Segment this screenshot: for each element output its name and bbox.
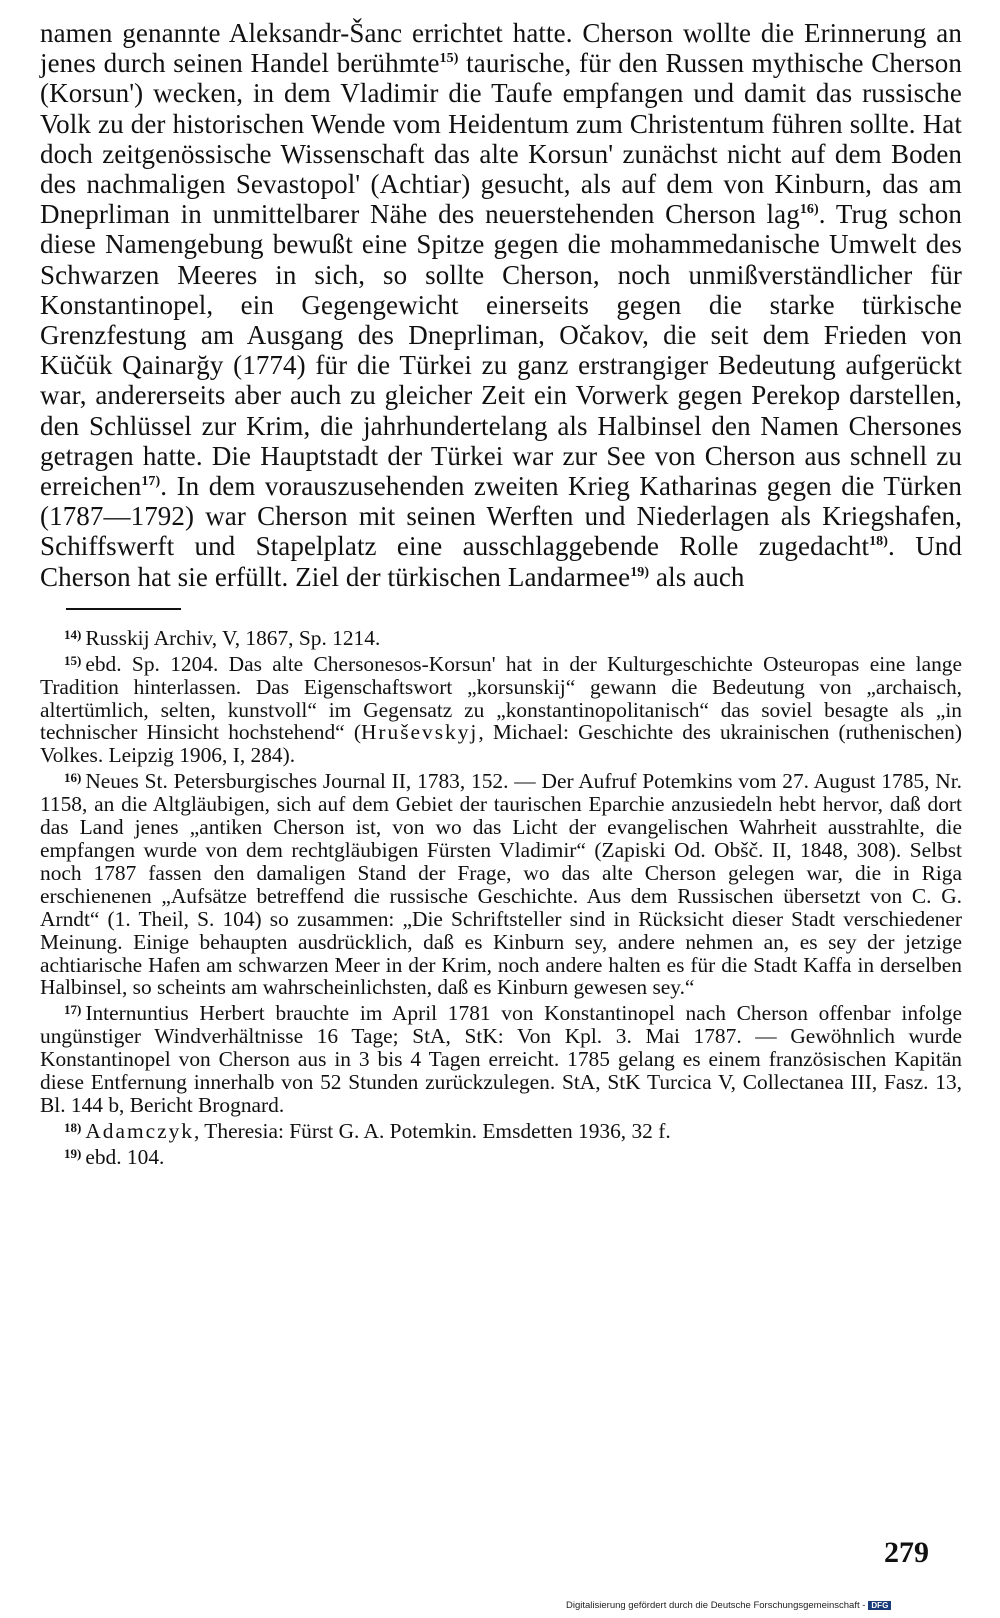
footnote-ref-18[interactable]: 18) — [869, 534, 889, 550]
author-name: Hruševskyj — [360, 720, 479, 745]
footnote-ref-19[interactable]: 19) — [630, 564, 650, 580]
footnote-marker: 17) — [64, 1002, 82, 1018]
footnote-marker: 16) — [64, 770, 82, 786]
footnotes — [40, 624, 962, 1169]
digitization-credit — [566, 1600, 891, 1611]
footnote-text: , Theresia: Fürst G. A. Potemkin. Emsdetten 1936, 32 f. — [194, 1118, 671, 1143]
footnote-marker: 19) — [64, 1145, 82, 1161]
footnote-16 — [40, 767, 962, 999]
footnote-ref-17[interactable]: 17) — [141, 474, 161, 490]
footnote-marker: 14) — [64, 626, 82, 642]
text-segment: . Und Cherson hat sie erfüllt. Ziel der türkischen Landarmee — [40, 531, 962, 592]
text-segment: taurische, für den Russen mythische Cherson (Korsun') wecken, in dem Vladimir die Taufe empfangen und damit das russische Volk zu der historischen Wende vom Heidentum zum Christentum führen sollte. Hat doch zeitgenössische Wissenschaft das alte Korsun' zunächst nicht auf dem Boden des nachmaligen Sevastopol' (Achtiar) gesucht, als auf dem von Kinburn, das am Dneprliman in unmittelbarer Nähe des neuerstehenden Cherson lag — [40, 48, 962, 230]
text-segment: . In dem vorauszusehenden zweiten Krieg Katharinas gegen die Türken (1787—1792) war Cherson mit seinen Werften und Niederlagen als Kriegshafen, Schiffswerft und Stapelplatz eine ausschlaggebende Rolle zugedacht — [40, 471, 962, 562]
footnote-18 — [40, 1117, 962, 1143]
body-paragraph — [40, 18, 962, 592]
text-segment: namen genannte Aleksandr-Šanc errichtet hatte. Cherson wollte die Erinnerung an jenes durch seinen Handel berühmte — [40, 18, 962, 79]
author-name: Adamczyk — [85, 1118, 194, 1143]
footnote-text: Russkij Archiv, V, 1867, Sp. 1214. — [85, 625, 381, 650]
credit-text: Digitalisierung gefördert durch die Deutsche Forschungsgemeinschaft - — [566, 1600, 866, 1611]
footnote-19 — [40, 1143, 962, 1169]
text-segment: als auch — [649, 561, 745, 592]
footnote-15 — [40, 650, 962, 768]
footnote-text: , Michael: Geschichte des ukrainischen (ruthenischen) Volkes. Leipzig 1906, I, 284). — [40, 720, 962, 768]
text-segment: . Trug schon diese Namengebung bewußt eine Spitze gegen die mohammedanische Umwelt des Schwarzen Meeres in sich, so sollte Cherson, noch unmißverständlicher für Konstantinopel, ein Gegengewicht einerseits gegen die starke türkische Grenzfestung am Ausgang des Dneprliman, Očakov, die seit dem Frieden von Küčük Qainarğy (1774) für die Türkei zu ganz erstrangiger Bedeutung aufgerückt war, andererseits aber auch zu gleicher Zeit ein Vorwerk gegen Perekop darstellen, den Schlüssel zur Krim, die jahrhundertelang als Halbinsel den Namen Chersones getragen hatte. Die Hauptstadt der Türkei war zur See von Cherson aus schnell zu erreichen — [40, 199, 962, 502]
page-number: 279 — [884, 1536, 929, 1569]
page — [40, 18, 962, 1169]
footnote-text: ebd. Sp. 1204. Das alte Chersonesos-Korsun' hat in der Kulturgeschichte Osteuropas eine lange Tradition hinterlassen. Das Eigenschaftswort „korsunskij“ gewann die Bedeutung von „archaisch, altertümlich, selten, kunstvoll“ im Gegensatz zu „konstantinopolitanisch“ das soviel besagte als „in technischer Hinsicht hochstehend“ ( — [40, 651, 962, 745]
dfg-logo: DFG — [868, 1601, 891, 1610]
footnote-17 — [40, 999, 962, 1117]
footnote-text: ebd. 104. — [85, 1144, 165, 1169]
main-text — [40, 18, 962, 592]
footnote-ref-16[interactable]: 16) — [799, 202, 819, 218]
footnote-marker: 15) — [64, 652, 82, 668]
footnote-text: Internuntius Herbert brauchte im April 1781 von Konstantinopel nach Cherson offenbar infolge ungünstiger Windverhältnisse 16 Tage; StA, StK: Von Kpl. 3. Mai 1787. — Gewöhnlich wurde Konstantinopel von Cherson aus in 3 bis 4 Tagen erreicht. 1785 gelang es einem französischen Kapitän diese Entfernung innerhalb von 52 Stunden zurückzulegen. StA, StK Turcica V, Collectanea III, Fasz. 13, Bl. 144 b, Bericht Brognard. — [40, 1001, 962, 1117]
footnote-divider — [66, 608, 181, 610]
footnote-ref-15[interactable]: 15) — [439, 51, 459, 67]
footnote-14 — [40, 624, 962, 650]
footnote-marker: 18) — [64, 1119, 82, 1135]
footnote-text: Neues St. Petersburgisches Journal II, 1783, 152. — Der Aufruf Potemkins vom 27. August 1785, Nr. 1158, an die Altgläubigen, sich auf dem Gebiet der taurischen Eparchie anzusiedeln hebt hervor, daß dort das Land jenes „antiken Cherson ist, von wo das Licht der evangelischen Wahrheit ausstrahlte, die empfangen wurde von dem rechtgläubigen Fürsten Vladimir“ (Zapiski Od. Obšč. II, 1848, 308). Selbst noch 1787 fassen den damaligen Stand der Frage, wo das alte Cherson gelegen war, die in Riga erschienenen „Aufsätze betreffend die russische Geschichte. Aus dem Russischen übersetzt von C. G. Arndt“ (1. Theil, S. 104) so zusammen: „Die Schriftsteller sind in Rücksicht dieser Stadt verschiedener Meinung. Einige behaupten ausdrücklich, daß es Kinburn sey, andere nehmen an, es sey der jetzige achtiarische Hafen am schwarzen Meer in der Krim, noch andere halten es für die Stadt Kaffa in derselben Halbinsel, so scheints am wahrscheinlichsten, daß es Kinburn gewesen sey.“ — [40, 769, 962, 1000]
